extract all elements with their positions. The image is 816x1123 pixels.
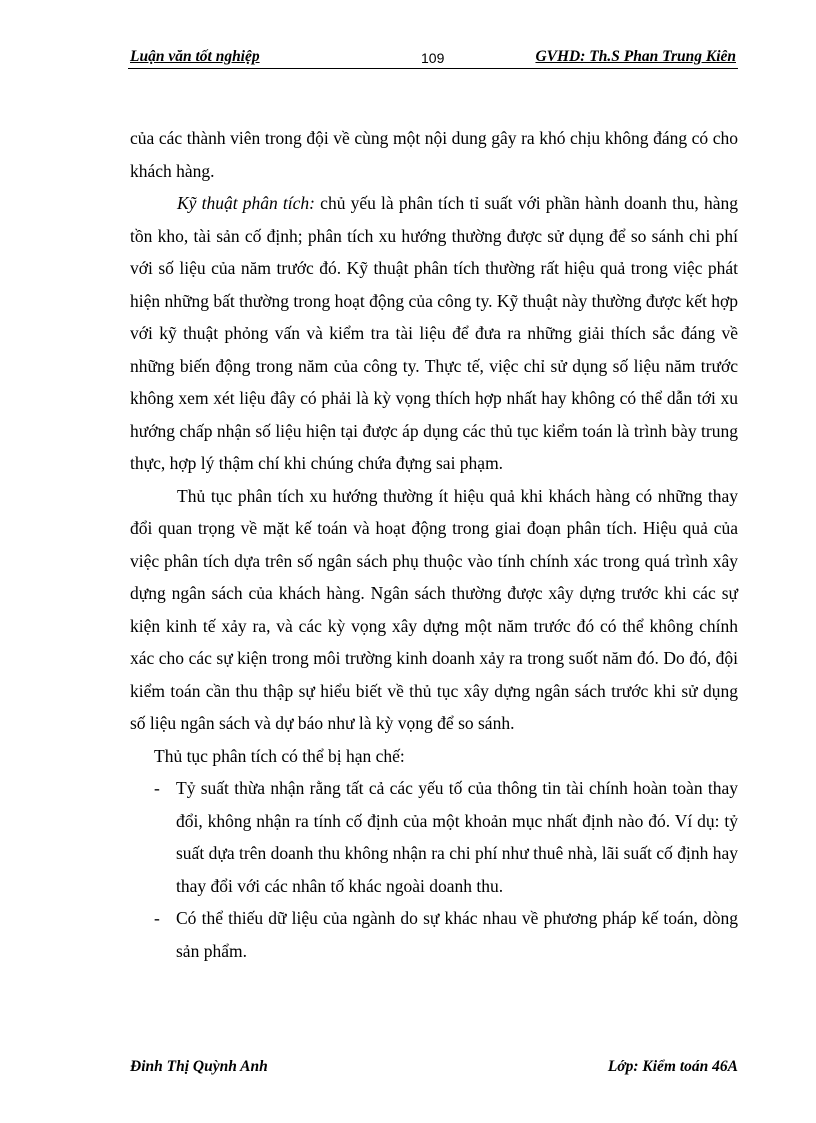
page-footer bbox=[130, 1058, 738, 1082]
header-thesis-title: Luận văn tốt nghiệp bbox=[130, 48, 260, 65]
term-label: Kỹ thuật phân tích: bbox=[177, 193, 315, 213]
paragraph-trend-analysis: Thủ tục phân tích xu hướng thường ít hiệu quả khi khách hàng có những thay đổi quan trọng về mặt kế toán và hoạt động trong giai đoạn phân tích. Hiệu quả của việc phân tích dựa trên số ngân sách phụ thuộc vào tính chính xác trong quá trình xây dựng ngân sách của khách hàng. Ngân sách thường được xây dựng trước khi các sự kiện kinh tế xảy ra, và các kỳ vọng xây dựng một năm trước đó có thể không chính xác cho các sự kiện trong môi trường kinh doanh xảy ra trong suốt năm đó. Do đó, đội kiểm toán cần thu thập sự hiểu biết về thủ tục xây dựng ngân sách trước khi sử dụng số liệu ngân sách và dự báo như là kỳ vọng để so sánh. bbox=[130, 485, 738, 733]
list-item bbox=[130, 902, 738, 967]
limitations-list bbox=[130, 772, 738, 967]
list-item-text: Tỷ suất thừa nhận rằng tất cả các yếu tố của thông tin tài chính hoàn toàn thay đổi, không nhận ra tính cố định của một khoản mục nhất định nào đó. Ví dụ: tỷ suất dựa trên doanh thu không nhận ra chi phí như thuê nhà, lãi suất cố định hay thay đổi với các nhân tố khác ngoài doanh thu. bbox=[176, 778, 738, 896]
paragraph-continued: của các thành viên trong đội về cùng một nội dung gây ra khó chịu không đáng có cho khách hàng. bbox=[130, 128, 738, 181]
footer-class: Lớp: Kiểm toán 46A bbox=[607, 1058, 738, 1075]
paragraph-text: chủ yếu là phân tích tỉ suất với phần hành doanh thu, hàng tồn kho, tài sản cố định; phân tích xu hướng thường được sử dụng để so sánh chi phí với số liệu của năm trước đó. Kỹ thuật phân tích thường rất hiệu quả trong việc phát hiện những bất thường trong hoạt động của công ty. Kỹ thuật này thường được kết hợp với kỹ thuật phỏng vấn và kiểm tra tài liệu để đưa ra những giải thích sắc đáng về những biến động trong năm của công ty. Thực tế, việc chỉ sử dụng số liệu năm trước không xem xét liệu đây có phải là kỳ vọng thích hợp nhất hay không có thể dẫn tới xu hướng chấp nhận số liệu hiện tại được áp dụng các thủ tục kiểm toán là trình bày trung thực, hợp lý thậm chí khi chúng chứa đựng sai phạm. bbox=[130, 193, 738, 473]
bullet-marker: - bbox=[154, 778, 160, 798]
footer-author: Đinh Thị Quỳnh Anh bbox=[130, 1058, 268, 1075]
header-supervisor: GVHD: Th.S Phan Trung Kiên bbox=[535, 48, 736, 65]
page-number: 109 bbox=[421, 50, 445, 66]
document-body bbox=[130, 122, 738, 967]
page-header bbox=[128, 46, 738, 69]
bullet-marker: - bbox=[154, 908, 160, 928]
list-item bbox=[130, 772, 738, 902]
paragraph-analysis-technique bbox=[130, 187, 738, 480]
paragraph-limitations-intro: Thủ tục phân tích có thể bị hạn chế: bbox=[154, 745, 405, 766]
list-item-text: Có thể thiếu dữ liệu của ngành do sự khác nhau về phương pháp kế toán, dòng sản phẩm. bbox=[176, 908, 738, 961]
